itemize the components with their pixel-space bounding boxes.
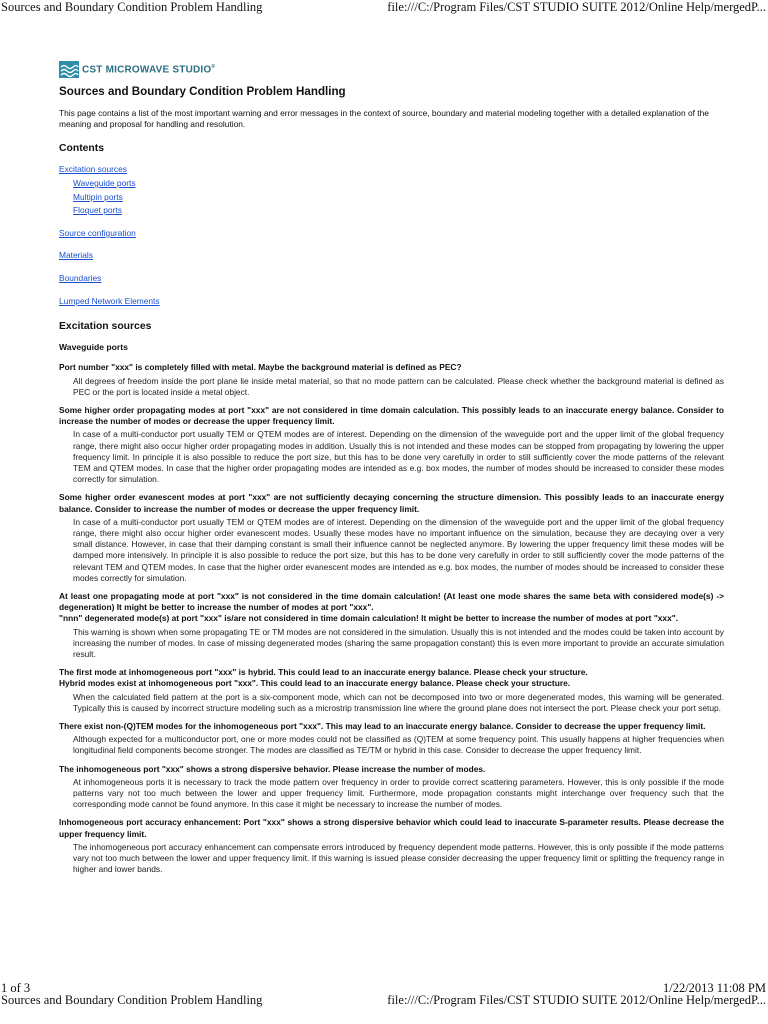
message-title-secondary: "nnn" degenerated mode(s) at port "xxx" is/are not considered in time domain calculation! It might be better to increase the number of modes at port "xxx".	[59, 613, 679, 624]
message-title: Some higher order evanescent modes at port "xxx" are not sufficiently decaying concerning the structure dimension. This possibly leads to an inaccurate energy balance. Consider to increase the number of modes or decrease the upper frequency limit.	[59, 492, 724, 514]
next-page-header	[0, 993, 768, 1009]
message-item	[59, 667, 724, 714]
message-explanation: At inhomogeneous ports it is necessary to track the mode pattern over frequency in order to provide correct scattering parameters. However, this is only possible if the mode patterns vary not too much between the lower and upper frequency limit. Furthermore, mode propagation constants might interchange over frequency such that the corresponding mode cannot be found anymore. In this case it might be necessary to increase the number of modes.	[73, 776, 724, 810]
message-explanation: This warning is shown when some propagating TE or TM modes are not considered in the simulation. Usually this is not intended and the modes could be taken into account by increasing the number of modes. In case of missing degenerated modes (sharing the same propagation constant) this is even more important to provide an accurate simulation result.	[73, 626, 724, 660]
message-explanation: In case of a multi-conductor port usually TEM or QTEM modes are of interest. Depending on the dimension of the waveguide port and the upper limit of the global frequency range, there might also occur higher order evanescent modes. Usually these modes have no important influence on the simulation, because they are decaying over a very small distance. However, in case that their damping constant is small their influence cannot be neglected anymore. By lowering the upper frequency limit these modes will be damped more intensively. In principle it is also possible to reduce the port size, but this has to be done very carefully in order to still sufficiently cover the mode patterns of the relevant TEM and QTEM modes. In case that the higher order evanescent modes are intended as e.g. box modes, the number of modes should be increased to consider these modes correctly for simulation.	[73, 516, 724, 583]
message-title: Port number "xxx" is completely filled with metal. Maybe the background material is defined as PEC?	[59, 362, 462, 373]
next-page-title: Sources and Boundary Condition Problem Handling	[1, 993, 263, 1007]
cst-logo	[59, 58, 724, 80]
message-title: Some higher order propagating modes at port "xxx" are not considered in time domain calculation. This possibly leads to an inaccurate energy balance. Consider to increase the number of modes or decrease the upper frequency limit.	[59, 404, 724, 427]
message-item	[59, 492, 724, 584]
message-explanation: All degrees of freedom inside the port plane lie inside metal material, so that no mode pattern can be calculated. Please check whether the background material is defined as PEC or the port is located inside a metal object.	[73, 375, 724, 397]
waveguide-ports-heading: Waveguide ports	[59, 342, 128, 353]
toc-link-waveguide-ports[interactable]: Waveguide ports	[73, 178, 136, 188]
message-title: The first mode at inhomogeneous port "xxx" is hybrid. This could lead to an inaccurate energy balance. Please check your structure.	[59, 667, 588, 678]
message-item	[59, 721, 724, 757]
browser-print-header	[0, 0, 768, 16]
message-item	[59, 817, 724, 875]
toc-link-boundaries[interactable]: Boundaries	[59, 272, 102, 283]
message-item	[59, 405, 724, 485]
message-explanation: The inhomogeneous port accuracy enhancement can compensate errors introduced by frequency dependent mode patterns. However, this is only possible if the mode patterns vary not too much between the lower and upper frequency limit. If this warning is issued please consider decreasing the upper frequency limit or splitting the frequency range in higher and lower bands.	[73, 841, 724, 875]
logo-wordmark: CST MICROWAVE STUDIO®	[82, 64, 216, 76]
page-title: Sources and Boundary Condition Problem Handling	[59, 85, 346, 98]
page-count: 1 of 3	[1, 981, 31, 995]
message-title: There exist non-(Q)TEM modes for the inhomogeneous port "xxx". This may lead to an inaccurate energy balance. Consider to decrease the upper frequency limit.	[59, 721, 706, 732]
message-title: The inhomogeneous port "xxx" shows a strong dispersive behavior. Please increase the number of modes.	[59, 763, 486, 774]
message-title-secondary: Hybrid modes exist at inhomogeneous port "xxx". This could lead to an inaccurate energy balance. Please check your structure.	[59, 678, 571, 689]
message-title: Inhomogeneous port accuracy enhancement: Port "xxx" shows a strong dispersive behavior which could lead to inaccurate S-parameter results. Please decrease the upper frequency limit.	[59, 817, 724, 839]
toc-link-materials[interactable]: Materials	[59, 250, 93, 261]
message-item	[59, 764, 724, 811]
intro-paragraph: This page contains a list of the most important warning and error messages in the context of source, boundary and material modeling together with a detailed explanation of the meaning and proposal for handling and resolution.	[59, 108, 709, 130]
message-item	[59, 362, 724, 398]
next-page-url: file:///C:/Program Files/CST STUDIO SUITE 2012/Online Help/mergedP...	[387, 993, 766, 1007]
print-header-url: file:///C:/Program Files/CST STUDIO SUITE 2012/Online Help/mergedP...	[387, 0, 766, 14]
message-explanation: Although expected for a multiconductor port, one or more modes could not be classified as (Q)TEM at some frequency point. This usually happens at higher frequencies when longitudinal field components become stronger. The modes are classified as TE/TM or hybrid in this case. Consider to decrease the upper frequency limit.	[73, 734, 724, 756]
print-header-title: Sources and Boundary Condition Problem Handling	[1, 0, 263, 14]
contents-heading: Contents	[59, 143, 105, 155]
toc-link-excitation-sources[interactable]: Excitation sources	[59, 164, 127, 175]
message-explanation: When the calculated field pattern at the port is a six-component mode, which can not be decomposed into two or more degenerated modes, this warning will be generated. Typically this is caused by incorrect structure modeling such as a microstrip transmission line where the ground plane does not intersect the port. Please check your port setup.	[73, 691, 724, 713]
message-title: At least one propagating mode at port "xxx" is not considered in the time domain calculation! (At least one mode shares the same beta with considered mode(s) -> degeneration) It might be better to increase the number of modes at port "xxx".	[59, 591, 724, 613]
message-explanation: In case of a multi-conductor port usually TEM or QTEM modes are of interest. Depending on the dimension of the waveguide port and the upper limit of the global frequency range, there might also occur higher order propagating modes in addition. Usually this is not intended and these modes can be stopped from propagating by lowering the upper frequency limit. In principle it is also possible to reduce the port size, but this has to be done very carefully in order to still sufficiently cover the mode patterns of the relevant TEM and QTEM modes. In case that the higher order propagating modes are intended as e.g. box modes, the number of modes should be increased to consider these modes correctly for simulation.	[73, 429, 724, 485]
document-body	[59, 58, 724, 882]
cst-wave-icon	[59, 61, 79, 78]
table-of-contents	[59, 163, 724, 308]
message-item	[59, 591, 724, 660]
print-timestamp: 1/22/2013 11:08 PM	[662, 981, 766, 995]
toc-link-floquet-ports[interactable]: Floquet ports	[73, 205, 122, 216]
toc-link-source-configuration[interactable]: Source configuration	[59, 227, 136, 238]
toc-link-lumped-network-elements[interactable]: Lumped Network Elements	[59, 295, 160, 306]
toc-link-multipin-ports[interactable]: Multipin ports	[73, 191, 123, 202]
excitation-sources-heading: Excitation sources	[59, 321, 152, 333]
